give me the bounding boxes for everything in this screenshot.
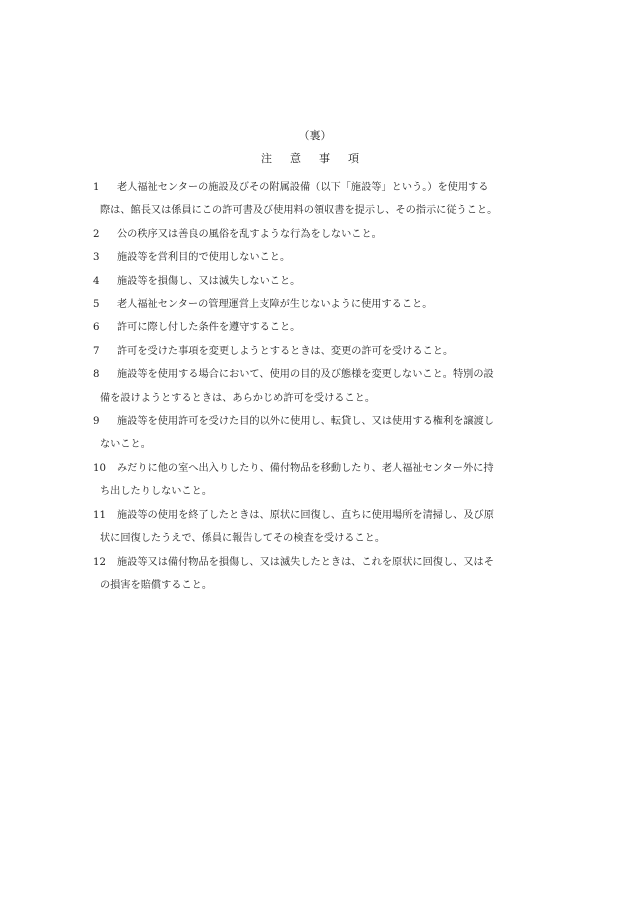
item-text-continued: 状に回復したうえで、係員に報告してその検査を受けること。 [100,533,386,545]
list-item [93,316,563,339]
item-number: 12 [93,556,106,568]
list-item [93,293,563,316]
list-item [93,270,563,293]
item-text-continued: 際は、館長又は係員にこの許可書及び使用料の領収書を提示し、その指示に従うこと。 [100,205,498,217]
item-number: 4 [93,275,100,287]
list-item [93,340,563,363]
item-text: 施設等を損傷し、又は滅失しないこと。 [117,275,301,287]
item-text: みだりに他の室へ出入りしたり、備付物品を移動したり、老人福祉センター外に持 [117,462,494,474]
list-item [93,363,563,410]
item-number: 2 [93,228,100,240]
item-number: 9 [93,416,100,428]
item-number: 5 [93,299,100,311]
item-text: 公の秩序又は善良の風俗を乱すような行為をしないこと。 [117,228,382,240]
list-item [93,551,563,598]
item-text-continued: の損害を賠償すること。 [100,579,213,591]
item-text: 老人福祉センターの施設及びその附属設備（以下「施設等」という。）を使用する [117,182,489,193]
list-item [93,504,563,551]
list-item [93,176,563,223]
list-item [93,457,563,504]
item-number: 8 [93,369,100,381]
list-item [93,223,563,246]
item-number: 3 [93,252,100,264]
item-text: 施設等を営利目的で使用しないこと。 [117,252,291,264]
item-text: 許可を受けた事項を変更しようとするときは、変更の許可を受けること。 [117,345,454,357]
page-side-label: （裏） [298,129,332,142]
item-number: 7 [93,345,100,357]
list-item [93,410,563,457]
item-text: 老人福祉センターの管理運営上支障が生じないように使用すること。 [117,299,433,311]
item-text: 施設等を使用許可を受けた目的以外に使用し、転貸し、又は使用する権利を譲渡し [117,416,494,428]
item-text-continued: 備を設けようとするときは、あらかじめ許可を受けること。 [100,392,376,404]
item-text-continued: ち出したりしないこと。 [100,486,213,498]
item-number: 6 [93,322,100,334]
item-number: 1 [93,182,100,193]
item-number: 11 [93,509,106,521]
item-text: 施設等の使用を終了したときは、原状に回復し、直ちに使用場所を清掃し、及び原 [117,509,494,521]
list-item [93,246,563,269]
page-title: 注意事項 [261,152,377,165]
item-text-continued: ないこと。 [100,439,151,451]
item-number: 10 [93,462,106,474]
item-text: 施設等を使用する場合において、使用の目的及び態様を変更しないこと。特別の設 [117,369,494,381]
item-text: 許可に際し付した条件を遵守すること。 [117,322,301,334]
item-text: 施設等又は備付物品を損傷し、又は滅失したときは、これを原状に回復し、又はそ [117,556,494,568]
notice-list [93,176,563,597]
